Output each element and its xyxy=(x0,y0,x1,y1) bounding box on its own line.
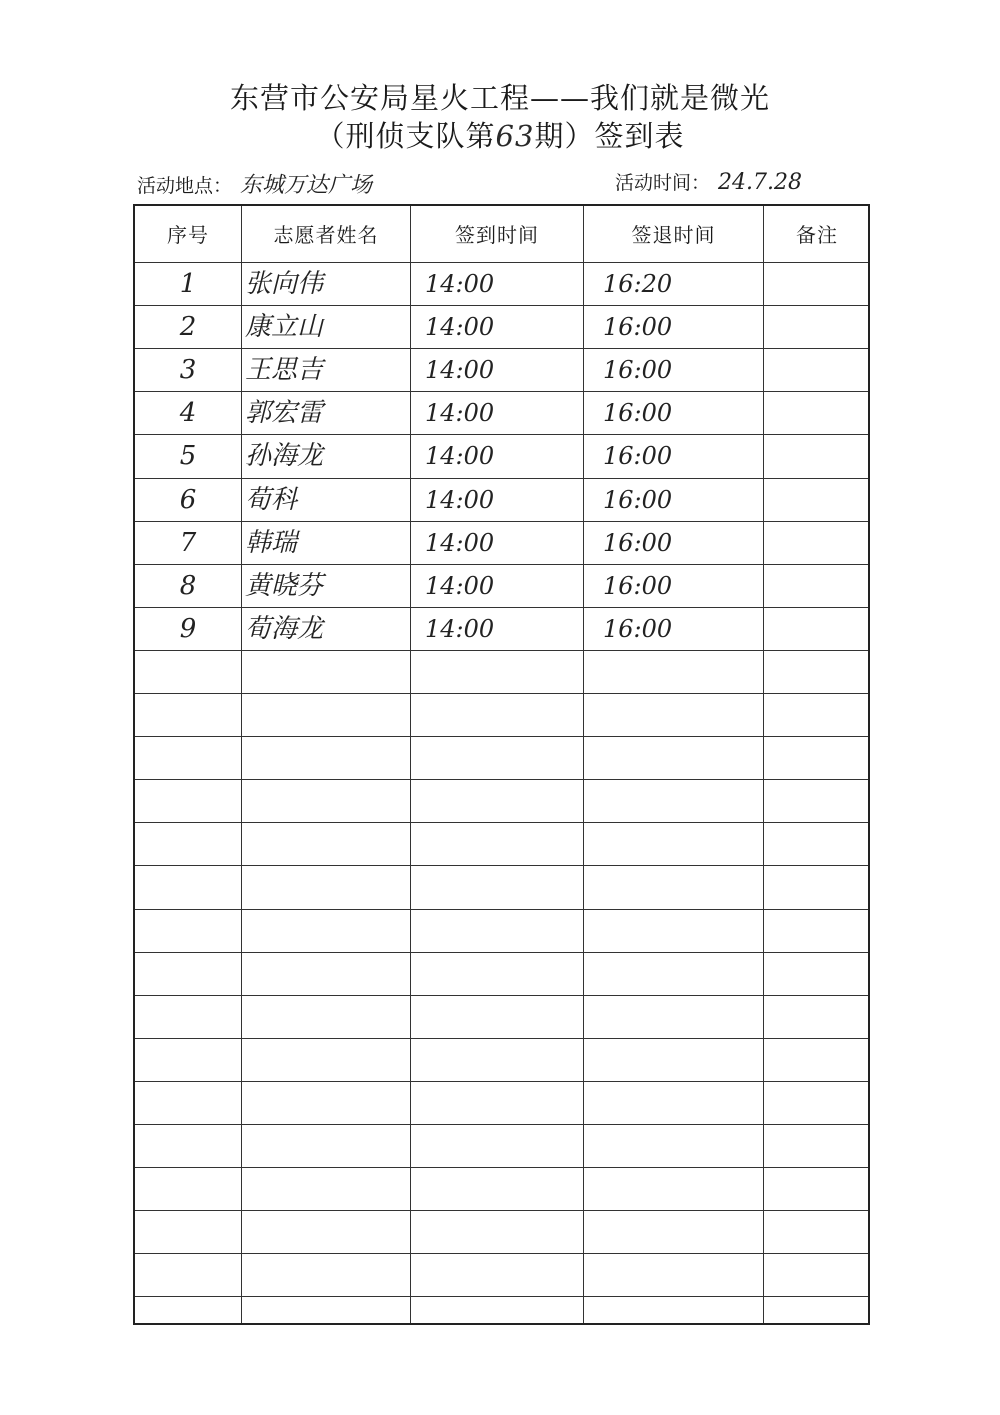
row-number: 5 xyxy=(179,441,197,472)
row-number: 2 xyxy=(179,312,197,343)
row-divider xyxy=(135,995,868,996)
sign-out-time: 16:00 xyxy=(603,614,673,643)
header-name: 志愿者姓名 xyxy=(273,223,379,247)
row-divider xyxy=(135,909,868,910)
sign-in-time: 14:00 xyxy=(425,313,495,342)
time-label: 活动时间： xyxy=(615,172,711,194)
row-number: 6 xyxy=(179,484,197,515)
sign-in-time: 14:00 xyxy=(425,270,495,298)
volunteer-name: 荀科 xyxy=(245,484,298,515)
row-number: 9 xyxy=(179,613,197,644)
subtitle-prefix: （刑侦支队第 xyxy=(315,119,496,153)
row-number: 8 xyxy=(179,570,197,601)
row-number: 3 xyxy=(179,355,197,386)
volunteer-name: 黄晓芬 xyxy=(245,570,324,601)
sign-out-time: 16:00 xyxy=(603,356,673,385)
row-divider xyxy=(135,779,868,780)
sign-in-time: 14:00 xyxy=(425,485,495,514)
sign-in-time: 14:00 xyxy=(425,399,495,428)
volunteer-name: 韩瑞 xyxy=(245,527,298,558)
sign-out-time: 16:00 xyxy=(603,571,673,600)
row-divider xyxy=(135,1167,868,1168)
sign-out-time: 16:00 xyxy=(603,313,673,342)
sign-in-table xyxy=(133,204,870,1325)
row-divider xyxy=(135,822,868,823)
row-divider xyxy=(135,1124,868,1125)
sign-out-time: 16:00 xyxy=(603,399,673,428)
volunteer-name: 康立山 xyxy=(245,312,324,343)
volunteer-name: 郭宏雷 xyxy=(245,398,324,429)
time-field xyxy=(615,168,802,195)
form-title: 东营市公安局星火工程——我们就是微光 xyxy=(229,81,770,115)
sign-out-time: 16:00 xyxy=(603,485,673,514)
row-number: 1 xyxy=(179,269,197,299)
sign-out-time: 16:00 xyxy=(603,442,673,471)
volunteer-name: 荀海龙 xyxy=(245,613,324,644)
time-value: 24.7.28 xyxy=(718,170,802,195)
sign-in-time: 14:00 xyxy=(425,528,495,557)
header-sign-in: 签到时间 xyxy=(455,223,539,247)
header-sign-out: 签退时间 xyxy=(631,223,716,247)
row-divider xyxy=(135,952,868,953)
location-value: 东城万达广场 xyxy=(240,173,373,198)
row-divider xyxy=(135,736,868,737)
row-number: 4 xyxy=(179,398,197,429)
column-divider xyxy=(241,206,242,1323)
row-divider xyxy=(135,1296,868,1297)
form-subtitle xyxy=(0,114,1000,155)
volunteer-name: 王思吉 xyxy=(245,355,324,386)
header-remarks: 备注 xyxy=(796,223,838,247)
location-field xyxy=(137,168,372,199)
row-number: 7 xyxy=(179,527,197,558)
column-divider xyxy=(763,206,764,1323)
row-divider xyxy=(135,1210,868,1211)
row-divider xyxy=(135,1253,868,1254)
row-divider xyxy=(135,865,868,866)
sign-in-time: 14:00 xyxy=(425,571,495,600)
volunteer-name: 张向伟 xyxy=(245,269,324,299)
row-divider xyxy=(135,693,868,694)
sign-in-time: 14:00 xyxy=(425,356,495,385)
sign-in-time: 14:00 xyxy=(425,442,495,471)
volunteer-name: 孙海龙 xyxy=(245,441,324,472)
row-divider xyxy=(135,1038,868,1039)
row-divider xyxy=(135,1081,868,1082)
sign-out-time: 16:00 xyxy=(603,528,673,557)
header-no: 序号 xyxy=(167,223,209,247)
issue-number: 63 xyxy=(495,119,535,153)
location-label: 活动地点： xyxy=(137,175,233,197)
sign-out-time: 16:20 xyxy=(603,270,673,298)
column-divider xyxy=(410,206,411,1323)
subtitle-suffix: 期）签到表 xyxy=(534,119,685,153)
sign-in-time: 14:00 xyxy=(425,614,495,643)
